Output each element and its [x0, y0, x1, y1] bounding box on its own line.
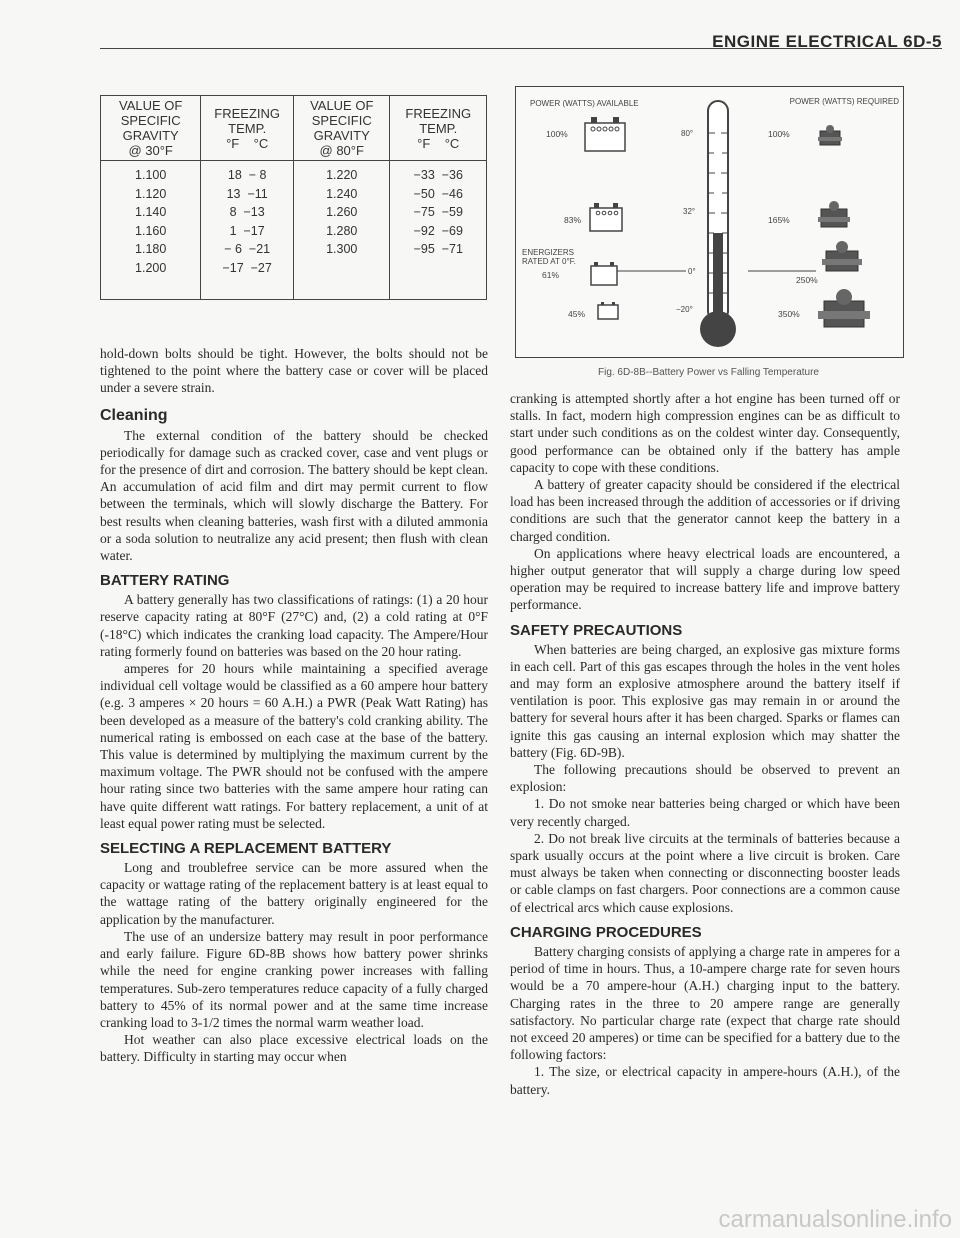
right-column — [510, 390, 900, 1098]
engine-icon — [816, 199, 852, 235]
fig-available-title: POWER (WATTS) AVAILABLE — [530, 99, 639, 108]
table-header-freeze2: FREEZING TEMP. °F °C — [390, 96, 487, 161]
specific-gravity-table — [100, 95, 487, 300]
battery-icon — [596, 299, 620, 321]
table-col-freeze2: −33 −36 −50 −46 −75 −59 −92 −69 −95 −71 — [390, 161, 487, 300]
watermark: carmanualsonline.info — [718, 1206, 952, 1233]
fig-required-title: POWER (WATTS) REQUIRED — [789, 97, 899, 106]
paragraph: The use of an undersize battery may result in poor performance and early failure. Figure 6D-8B shows how battery power shrinks while the need for engine cranking power increases with falling temperatures. Sub-zero temperatures reduce capacity of a fully charged battery to 45% of its normal power and at the same time increase cranking load to 3-1/2 times the normal warm weather load. — [100, 928, 488, 1030]
heading-selecting: SELECTING A REPLACEMENT BATTERY — [100, 840, 392, 858]
left-column — [100, 345, 488, 1066]
temp-label: 0° — [688, 267, 696, 276]
paragraph: 2. Do not break live circuits at the terminals of batteries because a spark usually occurs at the point where a live circuit is broken. Care must always be taken when connecting or disconnecting booster leads or cable clamps on fast chargers. Poor connections are a common cause of electrical arcs which cause explosions. — [510, 830, 900, 915]
engine-icon — [816, 123, 844, 151]
table-header-freeze1: FREEZING TEMP. °F °C — [201, 96, 294, 161]
energizers-label: ENERGIZERS RATED AT 0°F. — [522, 248, 576, 266]
available-pct: 45% — [568, 309, 586, 319]
paragraph: On applications where heavy electrical loads are encountered, a higher output generator that will supply a charge during low speed operation may be required to increase battery life and improve battery performance. — [510, 545, 900, 613]
heading-safety: SAFETY PRECAUTIONS — [510, 621, 683, 639]
engine-icon — [820, 239, 864, 279]
paragraph: When batteries are being charged, an explosive gas mixture forms in each cell. Part of this gas escapes through the holes in the vent holes and may form an explosive atmosphere around the battery itself if ventilation is poor. This explosive gas may remain in or around the battery for several hours after it has been charged. Sparks or flames can ignite this gas causing an internal explosion which may shatter the battery (Fig. 6D-9B). — [510, 641, 900, 760]
available-pct: 100% — [546, 129, 568, 139]
table-body-row — [101, 161, 487, 300]
available-pct: 83% — [564, 215, 582, 225]
page-header — [100, 8, 942, 49]
temp-label: 32° — [683, 207, 696, 216]
paragraph: hold-down bolts should be tight. However, the bolts should not be tightened to the point where the battery case or cover will be placed under a severe strain. — [100, 346, 488, 396]
table-header-sg80: VALUE OF SPECIFIC GRAVITY @ 80°F — [293, 96, 390, 161]
required-pct: 250% — [796, 275, 818, 285]
required-pct: 165% — [768, 215, 790, 225]
heading-cleaning: Cleaning — [100, 406, 168, 424]
temp-label: −20° — [676, 305, 693, 314]
heading-charging: CHARGING PROCEDURES — [510, 923, 702, 941]
battery-icon — [586, 199, 626, 233]
battery-icon — [581, 113, 629, 153]
paragraph: 1. Do not smoke near batteries being charged or which have been very recently charged. — [510, 796, 900, 829]
paragraph: amperes for 20 hours while maintaining a specified average individual cell voltage would be classified as a 60 ampere hour battery (e.g. 3 amperes × 20 hours = 60 A.H.) a PWR (Peak Watt Rating) has been developed as a measure of the battery's cold cranking ability. The numerical rating is embossed on each case at the base of the battery. This value is determined by multiplying the maximum current by the maximum voltage. The PWR should not be confused with the ampere hour rating since two batteries with the same ampere hour rating can have quite different watt ratings. For battery replacement, a unit of at least equal power rating must be selected. — [100, 661, 488, 831]
figure-caption: Fig. 6D-8B--Battery Power vs Falling Temperature — [597, 367, 819, 378]
battery-icon — [588, 259, 620, 287]
table-col-freeze1: 18 − 8 13 −11 8 −13 1 −17 − 6 −21 −17 −27 — [201, 161, 294, 300]
required-pct: 350% — [778, 309, 800, 319]
table-col-sg80: 1.220 1.240 1.260 1.280 1.300 — [293, 161, 390, 300]
figure-battery-power — [515, 86, 904, 358]
paragraph: A battery of greater capacity should be considered if the electrical load has been increased through the addition of accessories or if driving conditions are such that the generator cannot keep the battery in a charged condition. — [510, 477, 900, 544]
paragraph: 1. The size, or electrical capacity in ampere-hours (A.H.), of the battery. — [510, 1064, 900, 1097]
table-header-row — [101, 96, 487, 161]
table-header-sg30: VALUE OF SPECIFIC GRAVITY @ 30°F — [101, 96, 201, 161]
paragraph: The following precautions should be observed to prevent an explosion: — [510, 762, 900, 795]
heading-battery-rating: BATTERY RATING — [100, 572, 230, 590]
paragraph: The external condition of the battery should be checked periodically for damage such as cracked cover, case and vent plugs or for the presence of dirt and corrosion. The battery should be kept clean. An accumulation of acid film and dirt may permit current to flow between the terminals, which will slowly discharge the Battery. For best results when cleaning batteries, wash first with a diluted ammonia or a soda solution to neutralize any acid present; then flush with clean water. — [100, 427, 488, 564]
temp-label: 80° — [681, 129, 694, 138]
paragraph: A battery generally has two classifications of ratings: (1) a 20 hour reserve capacity rating at 80°F (27°C) and, (2) a cold rating at 0°F (-18°C) which indicates the cranking load capacity. The Ampere/Hour rating formerly found on batteries was based on the 20 hour rating. — [100, 592, 488, 659]
available-pct: 61% — [542, 270, 560, 280]
required-pct: 100% — [768, 129, 790, 139]
paragraph: Hot weather can also place excessive electrical loads on the battery. Difficulty in starting may occur when — [100, 1032, 488, 1065]
paragraph: cranking is attempted shortly after a hot engine has been turned off or stalls. In fact, modern high compression engines can be as difficult to start under such conditions as on the coldest winter day. Consequently, good performance can be obtained only if the battery has ample capacity to cope with these conditions. — [510, 391, 900, 475]
paragraph: Long and troublefree service can be more assured when the capacity or wattage rating of the replacement battery is at least equal to the wattage rating of the battery originally engineered for the application by the manufacturer. — [100, 860, 488, 927]
table-col-sg30: 1.100 1.120 1.140 1.160 1.180 1.200 — [101, 161, 201, 300]
page-title: ENGINE ELECTRICAL 6D-5 — [712, 32, 942, 51]
engine-icon — [816, 287, 872, 337]
paragraph: Battery charging consists of applying a charge rate in amperes for a period of time in hours. Thus, a 10-ampere charge rate for seven hours would be a 70 ampere-hour (A.H.) charging input to the battery. Charging rates in the three to 20 ampere range are generally satisfactory. No particular charge rate (expect that charge rate should not exceed 20 amperes) or time can be specified for a battery due to the following factors: — [510, 943, 900, 1063]
